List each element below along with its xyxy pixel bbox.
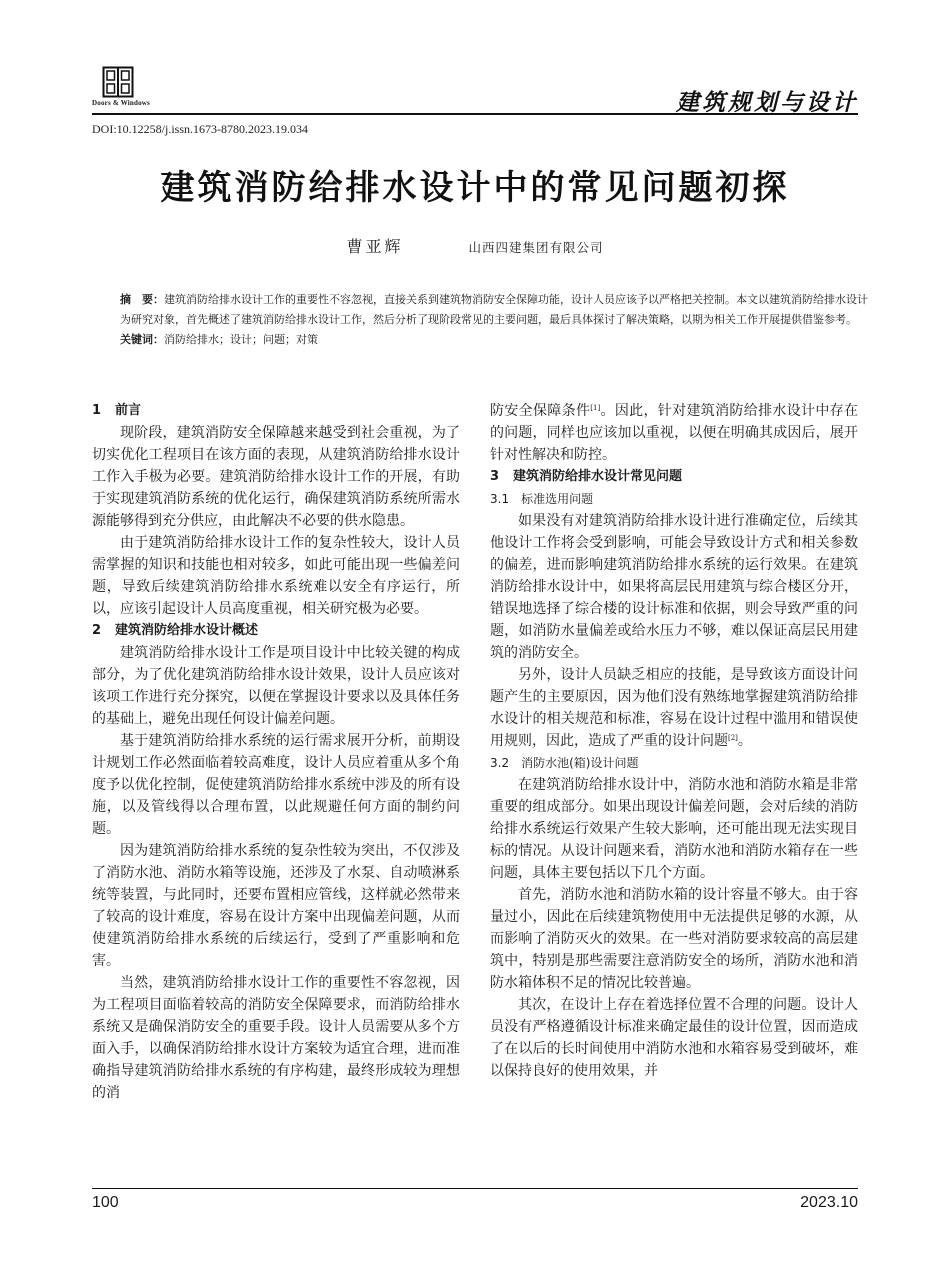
issue-date: 2023.10	[800, 1194, 858, 1211]
header-rule	[92, 113, 858, 115]
paragraph: 建筑消防给排水设计工作是项目设计中比较关键的构成部分，为了优化建筑消防给排水设计效果，设计人员应该对该项工作进行充分探究，以便在掌握设计要求以及具体任务的基础上，避免出现任何设计偏差问题。	[92, 645, 460, 727]
logo-text: Doors & Windows	[92, 99, 150, 107]
subsection-number: 3.1	[490, 492, 510, 506]
section-heading-1	[92, 400, 460, 422]
left-column	[92, 400, 460, 1104]
abstract	[120, 290, 870, 350]
paragraph: 其次，在设计上存在着选择位置不合理的问题。设计人员没有严格遵循设计标准来确定最佳的设计位置，因而造成了在以后的长时间使用中消防水池和水箱容易受到破坏，难以保持良好的使用效果，并	[490, 997, 858, 1079]
page-number: 100	[92, 1194, 119, 1211]
subsection-heading-3-1	[490, 488, 858, 510]
subsection-title: 标准选用问题	[521, 492, 594, 506]
paragraph: 现阶段，建筑消防安全保障越来越受到社会重视，为了切实优化工程项目在该方面的表现，从建筑消防给排水设计工作入手极为必要。建筑消防给排水设计工作的开展，有助于实现建筑消防系统的优化运行，确保建筑消防系统所需水源能够得到充分供应，由此解决不必要的供水隐患。	[92, 425, 460, 529]
subsection-heading-3-2	[490, 752, 858, 774]
citation-ref: [1]	[590, 404, 601, 412]
text-run: 另外，设计人员缺乏相应的技能，是导致该方面设计问题产生的主要原因，因为他们没有熟练地掌握建筑消防给排水设计的相关规范和标准，容易在设计过程中滥用和错误使用规则，因此，造成了严重的设计问题	[490, 667, 858, 749]
paragraph: 由于建筑消防给排水设计工作的复杂性较大，设计人员需掌握的知识和技能也相对较多，如此可能出现一些偏差问题，导致后续建筑消防给排水系统难以安全有序运行，所以，应该引起设计人员高度重视，相关研究极为必要。	[92, 535, 460, 617]
section-label: 建筑规划与设计	[676, 90, 858, 116]
paragraph: 如果没有对建筑消防给排水设计进行准确定位，后续其他设计工作将会受到影响，可能会导致设计方式和相关参数的偏差，进而影响建筑消防给排水系统的运行效果。在建筑消防给排水设计中，如果将高层民用建筑与综合楼区分开，错误地选择了综合楼的设计标准和依据，则会导致严重的问题，如消防水量偏差或给水压力不够，难以保证高层民用建筑的消防安全。	[490, 513, 858, 661]
keywords-text: 消防给排水；设计；问题；对策	[164, 333, 318, 346]
footer-rule	[92, 1188, 858, 1189]
paragraph: 当然，建筑消防给排水设计工作的重要性不容忽视，因为工程项目面临着较高的消防安全保障要求，而消防给排水系统又是确保消防安全的重要手段。设计人员需要从多个方面入手，以确保消防给排水设计方案较为适宜合理，进而准确指导建筑消防给排水系统的有序构建，最终形成较为理想的消	[92, 975, 460, 1101]
citation-ref: [2]	[728, 734, 738, 742]
keywords-paragraph	[120, 330, 870, 350]
subsection-number: 3.2	[490, 756, 510, 770]
author-line	[0, 234, 950, 257]
author-name: 曹亚辉	[346, 237, 404, 256]
paragraph: 在建筑消防给排水设计中，消防水池和消防水箱是非常重要的组成部分。如果出现设计偏差问题，会对后续的消防给排水系统运行效果产生较大影响，还可能出现无法实现目标的情况。从设计问题来看，消防水池和消防水箱存在一些问题，具体主要包括以下几个方面。	[490, 777, 858, 881]
paragraph-continued	[490, 400, 858, 466]
abstract-paragraph	[120, 290, 870, 330]
author-affiliation: 山西四建集团有限公司	[468, 240, 604, 255]
section-heading-2	[92, 620, 460, 642]
doi: DOI:10.12258/j.issn.1673-8780.2023.19.034	[92, 122, 308, 136]
text-run: 。	[737, 733, 752, 749]
journal-logo	[92, 66, 168, 107]
section-title: 建筑消防给排水设计常见问题	[513, 469, 683, 484]
paragraph	[490, 664, 858, 752]
keywords-label: 关键词：	[120, 333, 164, 346]
text-run: 。因此，针对建筑消防给排水设计中存在的问题，同样也应该加以重视，以便在明确其成因后，展开针对性解决和防控。	[490, 403, 859, 463]
paper-title: 建筑消防给排水设计中的常见问题初探	[160, 168, 790, 208]
section-title: 前言	[115, 403, 142, 418]
abstract-text: 建筑消防给排水设计工作的重要性不容忽视，直接关系到建筑物消防安全保障功能，设计人员应该予以严格把关控制。本文以建筑消防给排水设计为研究对象，首先概述了建筑消防给排水设计工作，然后分析了现阶段常见的主要问题，最后具体探讨了解决策略，以期为相关工作开展提供借鉴参考。	[120, 293, 868, 326]
paragraph: 基于建筑消防给排水系统的运行需求展开分析，前期设计规划工作必然面临着较高难度，设计人员应着重从多个角度予以优化控制，促使建筑消防给排水系统中涉及的所有设施，以及管线得以合理布置，以此规避任何方面的制约问题。	[92, 733, 460, 837]
subsection-title: 消防水池(箱)设计问题	[521, 756, 639, 770]
section-number: 3	[490, 469, 500, 484]
right-column	[490, 400, 858, 1082]
text-run: 防安全保障条件	[490, 403, 591, 419]
section-number: 1	[92, 403, 102, 418]
paragraph: 因为建筑消防给排水系统的复杂性较为突出，不仅涉及了消防水池、消防水箱等设施，还涉及了水泵、自动喷淋系统等装置，与此同时，还要布置相应管线，这样就必然带来了较高的设计难度，容易在设计方案中出现偏差问题，从而使建筑消防给排水系统的后续运行，受到了严重影响和危害。	[92, 843, 460, 969]
section-title: 建筑消防给排水设计概述	[115, 623, 259, 638]
abstract-label: 摘 要：	[120, 293, 164, 306]
section-heading-3	[490, 466, 858, 488]
section-number: 2	[92, 623, 102, 638]
doors-windows-icon	[102, 66, 134, 98]
paragraph: 首先，消防水池和消防水箱的设计容量不够大。由于容量过小，因此在后续建筑物使用中无法提供足够的水源，从而影响了消防灭火的效果。在一些对消防要求较高的高层建筑中，特别是那些需要注意消防安全的场所，消防水池和消防水箱体积不足的情况比较普遍。	[490, 887, 858, 991]
